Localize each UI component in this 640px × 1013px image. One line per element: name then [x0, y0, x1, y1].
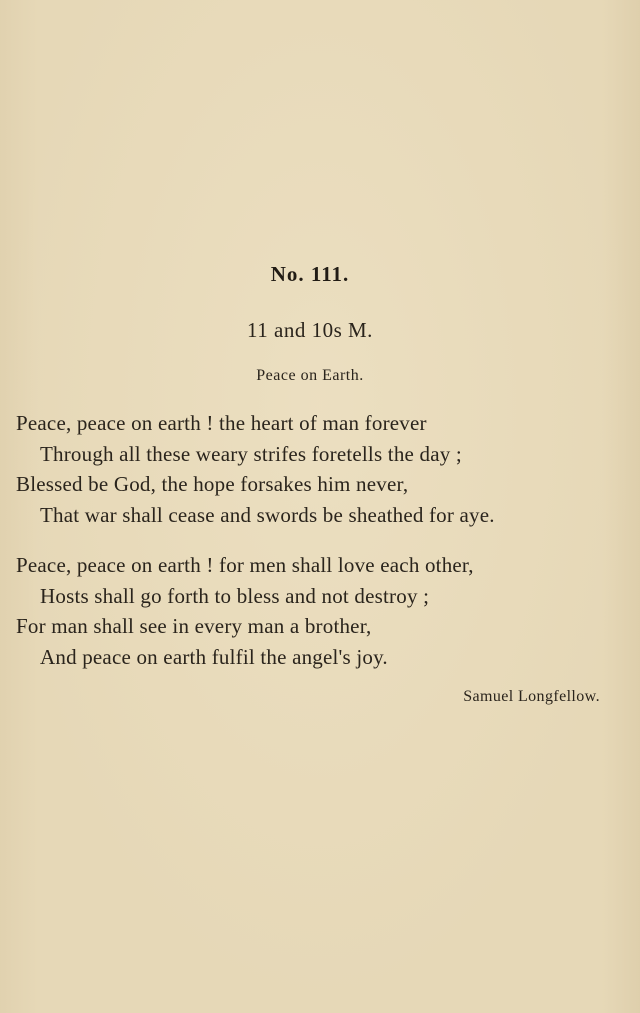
hymn-meter: 11 and 10s M.	[247, 318, 373, 342]
hymn-author: Samuel Longfellow.	[463, 688, 600, 705]
hymn-title: Peace on Earth.	[256, 367, 364, 384]
stanza-line: And peace on earth fulfil the angel's joy.	[40, 644, 388, 669]
stanza-line: For man shall see in every man a brother,	[16, 614, 372, 638]
stanza-line: That war shall cease and swords be sheathed for aye.	[40, 502, 495, 527]
hymn-number: No. 111.	[270, 262, 350, 286]
stanza-1	[16, 408, 495, 530]
stanza-line: Peace, peace on earth ! the heart of man forever	[16, 411, 427, 435]
stanza-line: Through all these weary strifes foretells the day ;	[40, 441, 462, 466]
stanza-line: Peace, peace on earth ! for men shall love each other,	[16, 553, 474, 577]
stanza-2	[16, 550, 474, 672]
stanza-line: Blessed be God, the hope forsakes him never,	[16, 472, 409, 496]
stanza-line: Hosts shall go forth to bless and not destroy ;	[40, 583, 430, 608]
